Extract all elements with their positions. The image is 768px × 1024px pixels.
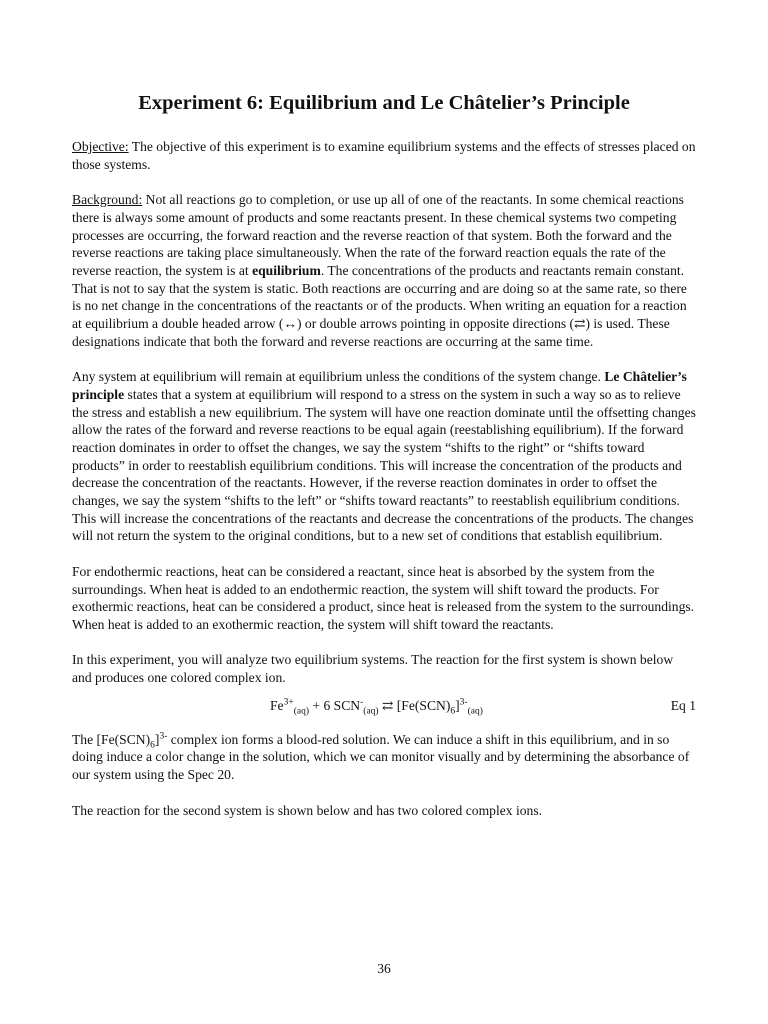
le-chatelier-text-2: states that a system at equilibrium will respond to a stress on the system in such a way so as to relieve the stress and establish a new equilibrium. The system will have one reaction dominate until the offsetting changes allow the rates of the forward and reverse reactions to be equal again (reestablishing equilibrium). If the forward reaction dominates in order to offset the changes, we say the system “shifts to the right” or “shifts toward products” in order to reestablish equilibrium conditions. This will increase the concentration of the products and decrease the concentration of the reactants. However, if the reverse reaction dominates in order to offset the changes, we say the system “shifts to the left” or “shifts toward reactants” to reestablish equilibrium conditions. This will increase the concentrations of the reactants and decrease the concentrations of the products. The changes will not return the system to the original conditions, but to a new set of conditions that establish equilibrium.	[72, 386, 696, 544]
objective-paragraph	[72, 138, 696, 173]
background-text-1: Not all reactions go to completion, or use up all of one of the reactants. In some chemical reactions there is always some amount of products and some reactants present. In these chemical systems two competing processes are occurring, the forward reaction and the reverse reaction of that system. Both the forward and the reverse reactions are taking place simultaneously. When the rate of the forward reaction equals the rate of the reverse reaction, the system is at	[72, 192, 684, 278]
second-system-paragraph: The reaction for the second system is shown below and has two colored complex ions.	[72, 802, 543, 818]
objective-text: The objective of this experiment is to examine equilibrium systems and the effects of stresses placed on those systems.	[72, 139, 696, 172]
objective-label: Objective:	[72, 139, 129, 154]
equation-1	[72, 695, 696, 717]
le-chatelier-paragraph	[72, 368, 696, 545]
equation-1-body: $Fe^{3+}_{(aq)} + 6$ $SCN^-_{(aq)}$ ⇄ $[Fe(SCN)_6]^{3-}_{(aq)}$	[270, 697, 483, 717]
le-chatelier-text-1: Any system at equilibrium will remain at equilibrium unless the conditions of the system change.	[72, 369, 605, 385]
thermo-paragraph: For endothermic reactions, heat can be considered a reactant, since heat is absorbed by the system from the surroundings. When heat is added to an endothermic reaction, the system will shift toward the products. For exothermic reactions, heat can be considered a product, since heat is released from the system to the surroundings. When heat is added to an exothermic reaction, the system will shift toward the reactants.	[72, 563, 695, 632]
page-number: 36	[377, 961, 391, 976]
le-chatelier-term: Le Châtelier’s principle	[72, 369, 687, 402]
page-title: Experiment 6: Equilibrium and Le Châtelier’s Principle	[138, 92, 630, 114]
complex-paragraph: The $[Fe(SCN)_6]^{3-}$ complex ion forms a blood-red solution. We can induce a shift in this equilibrium, and in so doing induce a color change in the solution, which we can monitor visually and by determining the absorbance of our system using the Spec 20.	[72, 731, 690, 783]
experiment-paragraph: In this experiment, you will analyze two equilibrium systems. The reaction for the first system is shown below and produces one colored complex ion.	[72, 652, 674, 686]
document-page	[72, 90, 696, 837]
background-paragraph	[72, 191, 696, 350]
equilibrium-term: equilibrium	[252, 262, 321, 278]
background-text-2: . The concentrations of the products and reactants remain constant. That is not to say that the system is static. Both reactions are occurring and are doing so at the same rate, so there is no net change in the concentrations of the reactants or of the products. When writing an equation for a reaction at equilibrium a double headed arrow (↔) or double arrows pointing in opposite directions (⇄) is used. These designations indicate that both the forward and reverse reactions are occurring at the same time.	[72, 262, 687, 349]
equation-1-label: Eq 1	[670, 697, 696, 713]
background-label: Background:	[72, 192, 143, 208]
